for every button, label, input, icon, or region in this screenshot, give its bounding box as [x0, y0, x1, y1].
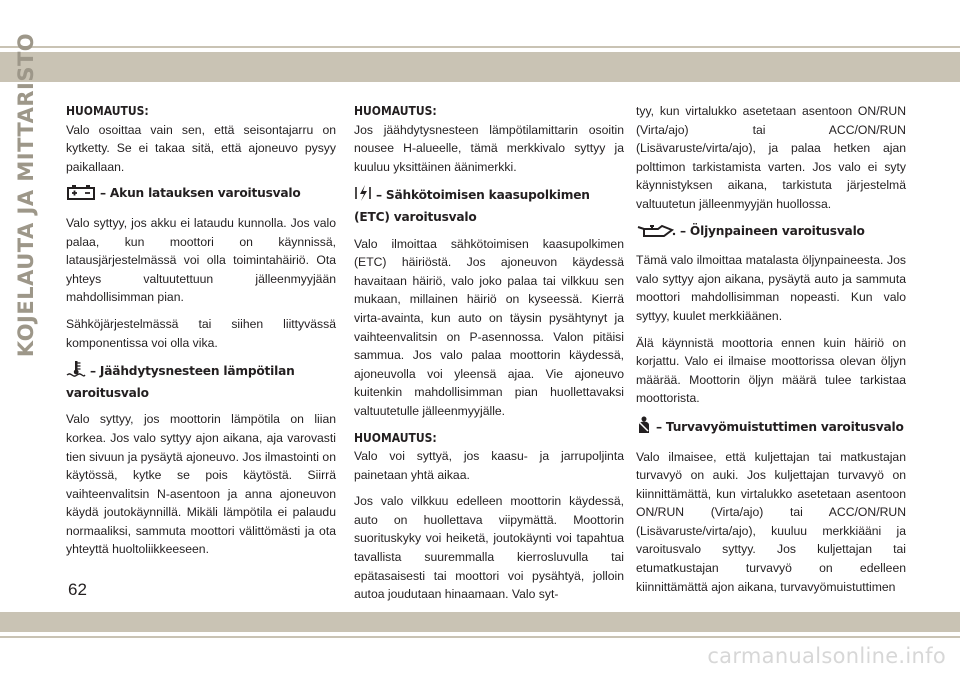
column-3 — [636, 102, 906, 604]
coolant-paragraph-1: Valo syttyy, jos moottorin lämpötila on liian korkea. Jos valo syttyy ajon aikana, aja varovasti tien sivuun ja pysäytä ajoneuvo. Jos ilmastointi on käytössä, kytke se pois käytöstä. Siirrä vaihteenvalitsin N-asentoon ja anna ajoneuvon käydä joutokäynnillä. Mikäli lämpötila ei palaudu normaaliksi, sammuta moottori välittömästi ja ota yhteyttä huoltoliikkeeseen. — [66, 412, 336, 557]
etc-continued: tyy, kun virtalukko asetetaan asentoon ON/RUN (Virta/ajo) tai ACC/ON/RUN (Lisävaruste/virta/ajo), ja palaa hetken ajan polttimon tarkistamista varten. Jos valo ei syty käynnistyksen aikana, tarkistuta järjestelmä valtuutetun jälleenmyyjän huollossa. — [636, 104, 906, 211]
seatbelt-icon — [636, 416, 652, 440]
page-number: 62 — [68, 580, 87, 599]
header-rule — [0, 46, 960, 48]
oil-paragraph-1: Tämä valo ilmoittaa matalasta öljynpaineesta. Jos valo syttyy ajon aikana, pysäytä auto ja sammuta moottori mahdollisimman nopeasti. Kun valo syttyy, kuulet merkkiäänen. — [636, 253, 906, 323]
seatbelt-heading — [636, 416, 906, 440]
oil-heading-text: – Öljynpaineen varoitusvalo — [680, 223, 865, 238]
battery-icon — [66, 184, 96, 206]
header-color-band — [0, 52, 960, 82]
note-text: Jos jäähdytysnesteen lämpötilamittarin osoitin nousee H-alueelle, tämä merkkivalo syttyy ja kuuluu yksittäinen äänimerkki. — [354, 122, 624, 174]
seatbelt-paragraph-1: Valo ilmaisee, että kuljettajan tai matkustajan turvavyö on auki. Jos kuljettajan turvavyö on kiinnittämättä, kun virtalukko asetetaan asentoon ON/RUN (Virta/ajo) tai ACC/ON/RUN (Lisävaruste/virta/ajo), kuuluu merkkiääni ja varoitusvalo syttyy. Jos kuljettajan tai etumatkustajan turvavyö on edelleen kiinnittämättä ajon aikana, turvavyömuistuttimen — [636, 449, 906, 594]
oil-can-icon — [636, 222, 676, 244]
battery-heading-text: – Akun latauksen varoitusvalo — [100, 186, 301, 201]
seatbelt-heading-text: – Turvavyömuistuttimen varoitusvalo — [656, 419, 904, 434]
watermark: carmanualsonline.info — [707, 644, 946, 668]
note-title: HUOMAUTUS: — [66, 104, 149, 118]
coolant-heading — [66, 360, 336, 402]
column-1 — [66, 102, 336, 567]
column-2 — [354, 102, 624, 612]
footer-rule — [0, 636, 960, 638]
note-text: Valo osoittaa vain sen, että seisontajarru on kytketty. Se ei takaa sitä, että ajoneuvo pysyy paikallaan. — [66, 122, 336, 174]
coolant-temperature-icon — [66, 360, 86, 384]
section-side-tab — [2, 32, 50, 358]
footer-band — [0, 612, 960, 632]
note-text: Valo voi syttyä, jos kaasu- ja jarrupoljinta painetaan yhtä aikaa. — [354, 449, 624, 482]
oil-heading — [636, 222, 906, 244]
note-title: HUOMAUTUS: — [354, 104, 437, 118]
battery-paragraph-2: Sähköjärjestelmässä tai siihen liittyvässä komponentissa voi olla vika. — [66, 316, 336, 350]
etc-paragraph-2: Jos valo vilkkuu edelleen moottorin käydessä, auto on huollettava viipymättä. Moottorin suorituskyky voi heiketä, joutokäynti voi tapahtua tavallista suuremmalla kierrosluvulla tai epätasaisesti tai moottori voi pysähtyä, jolloin autoa joudutaan hinaamaan. Valo syt- — [354, 494, 624, 602]
etc-paragraph-1: Valo ilmoittaa sähkötoimisen kaasupolkimen (ETC) häiriöstä. Jos ajoneuvon käydessä havaitaan häiriö, valo joko palaa tai vilkkuu sen mukaan, millainen häiriö on kyseessä. Kierrä virta-avainta, kun auto on täysin pysähtynyt ja vaihteenvalitsin on P-asennossa. Valon pitäisi sammua. Jos valo palaa moottorin käydessä, ajoneuvolla voi yleensä ajaa. Vie ajoneuvo kuitenkin mahdollisimman pian huollettavaksi valtuutetulle jälleenmyyjälle. — [354, 236, 624, 418]
etc-heading-text: – Sähkötoimisen kaasupolkimen (ETC) varoitusvalo — [354, 188, 590, 224]
battery-paragraph-1: Valo syttyy, jos akku ei lataudu kunnolla. Jos valo palaa, kun moottori on käynnissä, latausjärjestelmässä voi olla toimintahäiriö. Ota yhteys valtuutettuun jälleenmyyjään mahdollisimman pian. — [66, 215, 336, 305]
section-title: KOJELAUTA JA MITTARISTO — [14, 32, 39, 358]
coolant-heading-text: – Jäähdytysnesteen lämpötilan varoitusvalo — [66, 364, 295, 400]
oil-paragraph-2: Älä käynnistä moottoria ennen kuin häiriö on korjattu. Valo ei ilmaise moottorissa olevan öljyn määrää. Moottorin öljyn määrä tulee tarkistaa moottorista. — [636, 335, 906, 406]
battery-heading — [66, 184, 336, 206]
note-title: HUOMAUTUS: — [354, 430, 437, 445]
etc-lightning-icon — [354, 184, 372, 208]
header-band — [0, 0, 960, 82]
etc-heading — [354, 184, 624, 226]
